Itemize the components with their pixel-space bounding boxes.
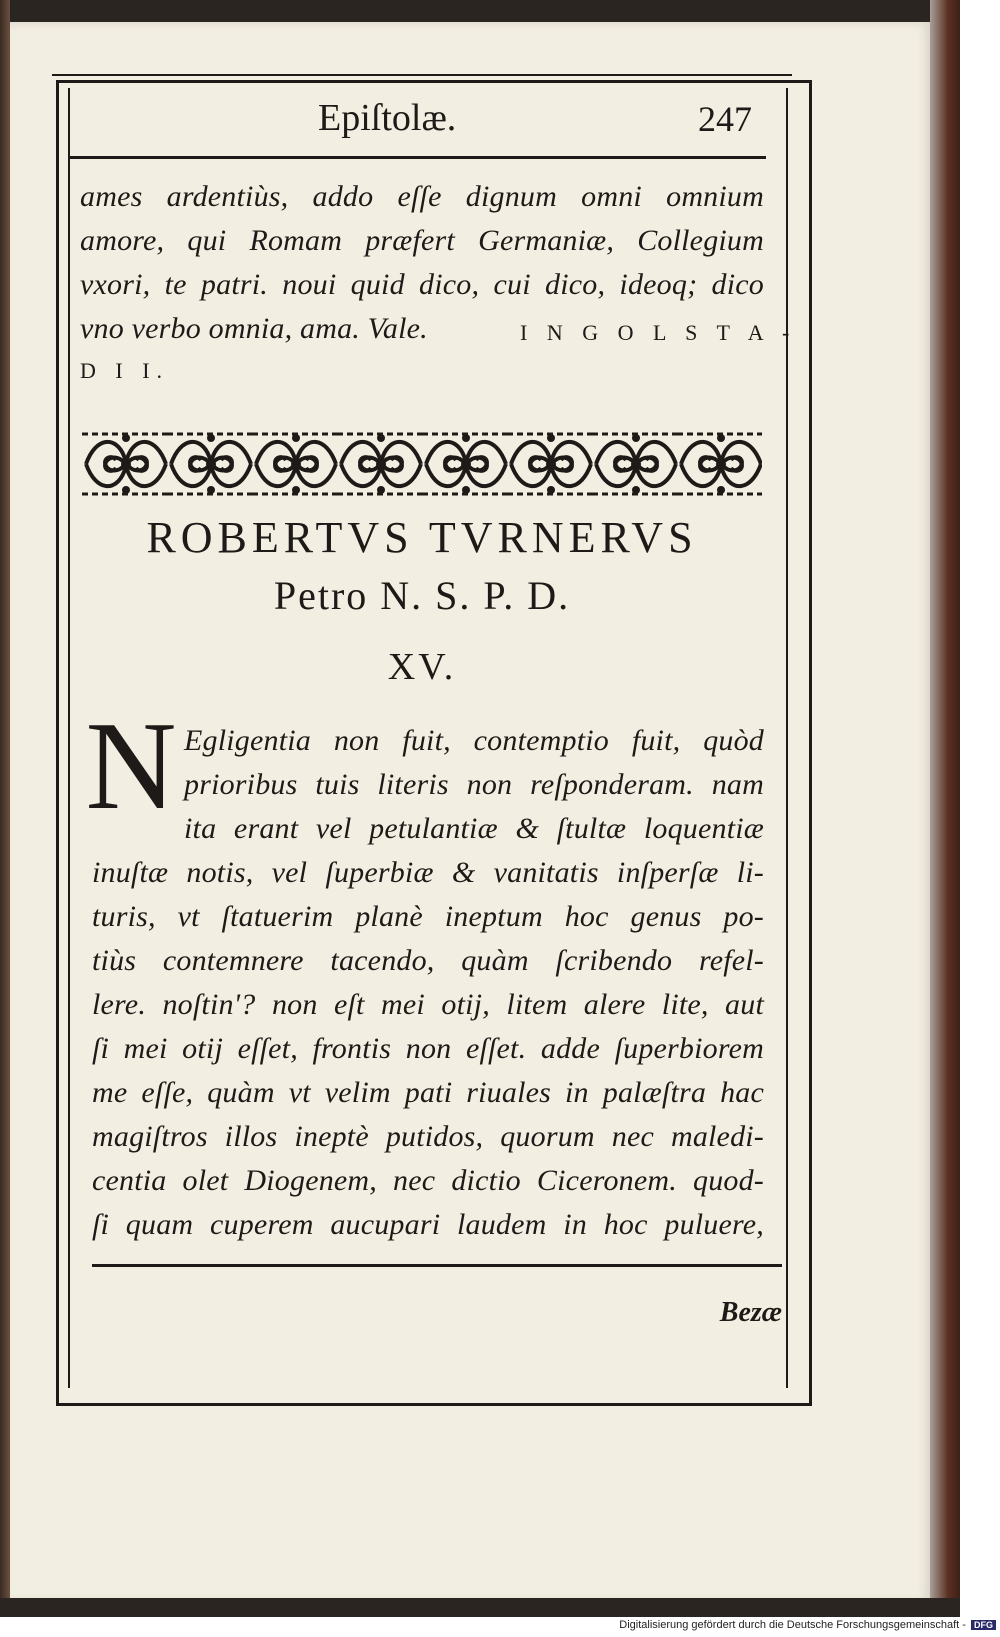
drop-capital: N: [85, 697, 177, 836]
body-line: magiſtros illos ineptè putidos, quorum nec maledi-: [92, 1120, 764, 1153]
body-line: centia olet Diogenem, nec dictio Ciceronem. quod-: [92, 1164, 764, 1197]
body-line: me eſſe, quàm vt velim pati riuales in palæſtra hac: [92, 1076, 764, 1109]
digitization-credit: [580, 1619, 996, 1635]
page-number: 247: [698, 99, 752, 139]
body-line: lere. noſtin'? non eſt mei otij, litem alere lite, aut: [92, 988, 764, 1021]
text-line: ames ardentiùs, addo eſſe dignum omni omnium: [80, 180, 764, 213]
frame-top-line: [52, 74, 792, 76]
letter-recipient-heading: Petro N. S. P. D.: [273, 573, 571, 618]
body-line: tiùs contemnere tacendo, quàm ſcribendo refel-: [92, 944, 764, 977]
header-rule: [70, 156, 766, 159]
body-line: ſi mei otij eſſet, frontis non eſſet. adde ſuperbiorem: [92, 1032, 764, 1065]
letter-author-heading: ROBERTVS TVRNERVS: [146, 513, 698, 562]
footer-rule: [92, 1264, 782, 1267]
book-spine-edge: [0, 0, 10, 1617]
text-line: amore, qui Romam præfert Germaniæ, Collegium: [80, 224, 764, 257]
text-line: vxori, te patri. noui quid dico, cui dico, ideoq; dico: [80, 268, 764, 301]
book-cover-edge: [930, 0, 960, 1617]
dfg-logo: DFG: [971, 1620, 996, 1630]
running-head-title: Epiſtolæ.: [318, 97, 457, 139]
ornamental-band: [82, 428, 762, 500]
catchword: Bezæ: [719, 1297, 782, 1328]
scan-bottom-border: [0, 1598, 960, 1617]
body-line: ſi quam cuperem aucupari laudem in hoc puluere,: [92, 1208, 764, 1241]
text-line: vno verbo omnia, ama. Vale.: [80, 312, 428, 345]
body-line: turis, vt ſtatuerim planè ineptum hoc genus po-: [92, 900, 764, 933]
body-line: inuſtæ notis, vel ſuperbiæ & vanitatis inſperſæ li-: [92, 856, 764, 889]
place-name-caps: I N G O L S T A -: [520, 320, 797, 345]
body-line: Egligentia non fuit, contemptio fuit, quòd: [184, 724, 764, 757]
credit-text: Digitalisierung gefördert durch die Deutsche Forschungsgemeinschaft -: [619, 1619, 966, 1631]
text-line: D I I.: [80, 358, 170, 383]
letter-number: XV.: [387, 646, 457, 688]
body-line: prioribus tuis literis non reſponderam. nam: [184, 768, 764, 801]
body-line: ita erant vel petulantiæ & ſtultæ loquentiæ: [184, 812, 764, 845]
